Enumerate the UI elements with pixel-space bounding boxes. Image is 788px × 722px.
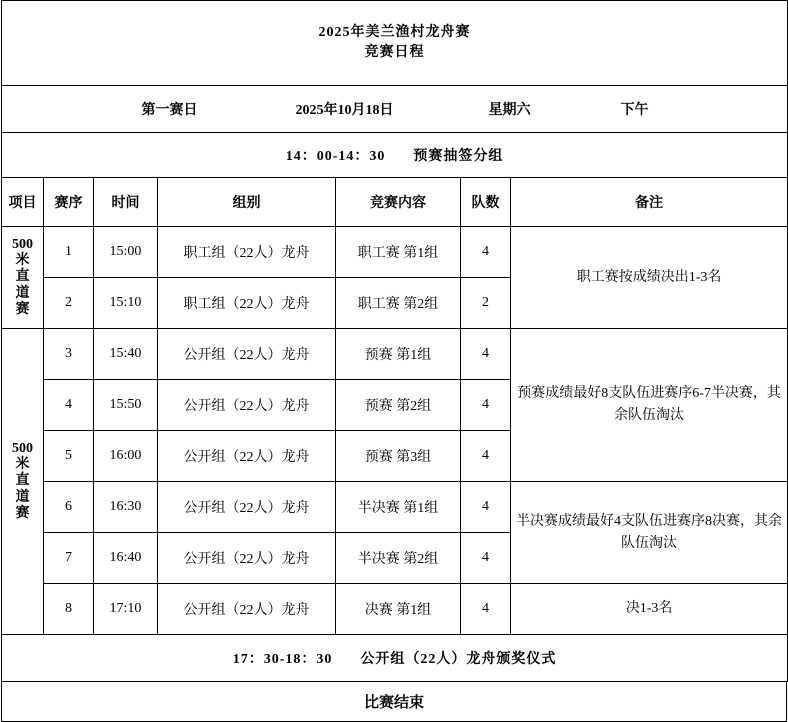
end-row	[1, 682, 787, 722]
row-order: 8	[44, 584, 94, 635]
row-note: 职工赛按成绩决出1-3名	[511, 227, 788, 329]
row-order: 7	[44, 533, 94, 584]
day-label: 第一赛日	[141, 103, 198, 118]
row-teams: 2	[461, 278, 511, 329]
draw-text: 预赛抽签分组	[413, 149, 504, 164]
row-time: 15:50	[94, 380, 158, 431]
draw-time: 14：00-14：30	[285, 149, 386, 164]
project-label-open: 500 米 直 道 赛	[2, 329, 44, 635]
row-note: 决1-3名	[511, 584, 788, 635]
row-teams: 4	[461, 431, 511, 482]
day-part-of-day: 下午	[620, 103, 649, 118]
row-teams: 4	[461, 482, 511, 533]
header-note: 备注	[511, 178, 788, 227]
table-row	[2, 584, 788, 635]
header-order: 赛序	[44, 178, 94, 227]
table-row	[2, 329, 788, 380]
ceremony-row	[2, 635, 788, 682]
row-order: 3	[44, 329, 94, 380]
end-text: 比赛结束	[363, 695, 424, 711]
header-group: 组别	[158, 178, 336, 227]
title-row	[2, 1, 788, 86]
row-order: 6	[44, 482, 94, 533]
row-content: 半决赛 第2组	[336, 533, 461, 584]
row-content: 预赛 第1组	[336, 329, 461, 380]
row-content: 职工赛 第2组	[336, 278, 461, 329]
row-time: 15:00	[94, 227, 158, 278]
row-order: 2	[44, 278, 94, 329]
row-teams: 4	[461, 533, 511, 584]
draw-info-cell	[2, 133, 788, 178]
row-time: 16:30	[94, 482, 158, 533]
row-order: 5	[44, 431, 94, 482]
row-note: 预赛成绩最好8支队伍进赛序6-7半决赛，其余队伍淘汰	[511, 329, 788, 482]
row-teams: 4	[461, 227, 511, 278]
header-time: 时间	[94, 178, 158, 227]
project-label-staff: 500 米 直 道 赛	[2, 227, 44, 329]
document-title	[2, 1, 788, 86]
row-teams: 4	[461, 329, 511, 380]
row-group: 公开组（22人）龙舟	[158, 584, 336, 635]
ceremony-time: 17：30-18：30	[232, 652, 333, 667]
header-teams: 队数	[461, 178, 511, 227]
day-row	[2, 86, 788, 133]
day-date: 2025年10月18日	[295, 103, 394, 118]
row-order: 1	[44, 227, 94, 278]
schedule-table	[1, 0, 788, 682]
ceremony-text: 公开组（22人）龙舟颁奖仪式	[360, 652, 557, 667]
row-order: 4	[44, 380, 94, 431]
row-group: 公开组（22人）龙舟	[158, 533, 336, 584]
row-note: 半决赛成绩最好4支队伍进赛序8决赛，其余队伍淘汰	[511, 482, 788, 584]
row-group: 公开组（22人）龙舟	[158, 482, 336, 533]
table-row	[2, 482, 788, 533]
day-info-cell	[2, 86, 788, 133]
row-time: 17:10	[94, 584, 158, 635]
header-project: 项目	[2, 178, 44, 227]
row-group: 公开组（22人）龙舟	[158, 380, 336, 431]
ceremony-cell	[2, 635, 788, 682]
row-teams: 4	[461, 584, 511, 635]
row-time: 16:40	[94, 533, 158, 584]
row-teams: 4	[461, 380, 511, 431]
row-content: 预赛 第3组	[336, 431, 461, 482]
row-time: 15:10	[94, 278, 158, 329]
row-group: 职工组（22人）龙舟	[158, 227, 336, 278]
row-content: 决赛 第1组	[336, 584, 461, 635]
row-group: 职工组（22人）龙舟	[158, 278, 336, 329]
row-content: 职工赛 第1组	[336, 227, 461, 278]
row-group: 公开组（22人）龙舟	[158, 431, 336, 482]
header-content: 竞赛内容	[336, 178, 461, 227]
row-content: 预赛 第2组	[336, 380, 461, 431]
draw-row	[2, 133, 788, 178]
row-time: 15:40	[94, 329, 158, 380]
table-header-row	[2, 178, 788, 227]
day-weekday: 星期六	[488, 103, 531, 118]
table-row	[2, 227, 788, 278]
title-line-2: 竞赛日程	[364, 45, 425, 60]
row-group: 公开组（22人）龙舟	[158, 329, 336, 380]
row-content: 半决赛 第1组	[336, 482, 461, 533]
title-line-1: 2025年美兰渔村龙舟赛	[318, 24, 471, 40]
row-time: 16:00	[94, 431, 158, 482]
